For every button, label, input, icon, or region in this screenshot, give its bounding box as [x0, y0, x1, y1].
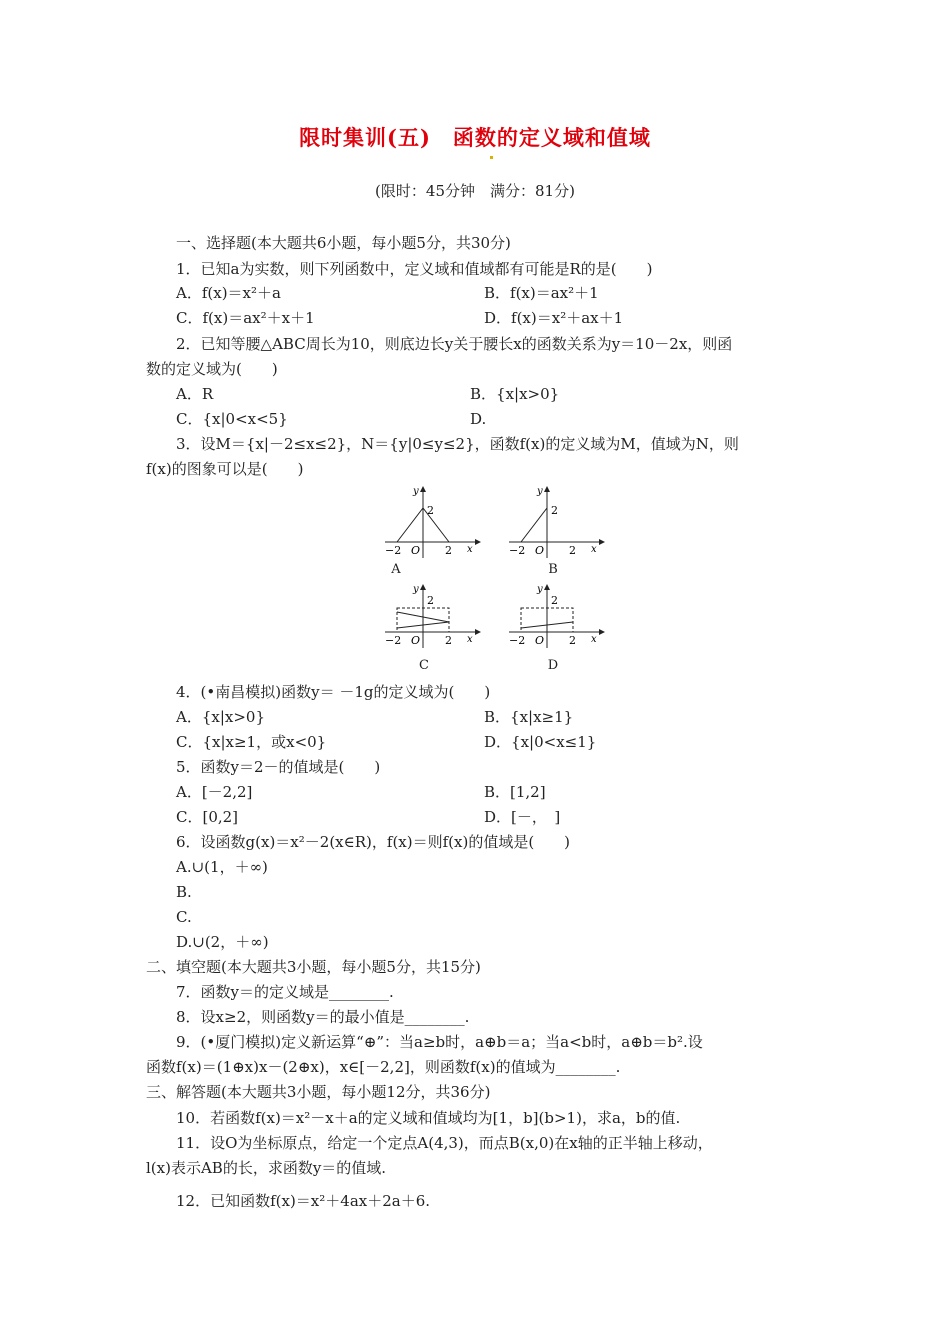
graph-option-c: [383, 582, 483, 656]
question-line: 2．已知等腰△ABC周长为10，则底边长y关于腰长x的函数关系为y＝10－2x，则函: [176, 335, 733, 353]
x-tick-pos: 2: [445, 634, 452, 647]
decorative-dot: [490, 156, 493, 159]
question-line: 9．(•厦门模拟)定义新运算“⊕”：当a≥b时，a⊕b＝a；当a<b时，a⊕b＝b².设: [176, 1033, 703, 1051]
question-line: D.∪(2，＋∞): [176, 933, 269, 951]
x-tick-neg: −2: [385, 634, 402, 647]
graph-option-a: [383, 482, 483, 566]
y-axis-label: y: [413, 486, 419, 497]
question-line: C.: [176, 908, 192, 926]
question-line: D.: [470, 410, 487, 428]
question-line: 数的定义域为( ): [146, 360, 278, 378]
question-line: 7．函数y＝的定义域是________.: [176, 983, 394, 1001]
question-line: 三、解答题(本大题共3小题，每小题12分，共36分): [146, 1083, 491, 1101]
question-line: D．[－， ]: [484, 808, 561, 826]
graph-d-svg: [507, 582, 607, 652]
x-axis-label: x: [591, 634, 597, 645]
y-tick-label: 2: [551, 504, 558, 517]
question-line: 3．设M＝{x|－2≤x≤2}，N＝{y|0≤y≤2}，函数f(x)的定义域为M，值域为N，则: [176, 435, 739, 453]
question-line: D．f(x)＝x²＋ax＋1: [484, 309, 624, 327]
question-line: f(x)的图象可以是( ): [146, 460, 304, 478]
graph-label-c: C: [419, 658, 429, 673]
question-line: C．{x|x≥1，或x<0}: [176, 733, 327, 751]
question-line: C．{x|0<x<5}: [176, 410, 288, 428]
question-line: B．f(x)＝ax²＋1: [484, 284, 599, 302]
page-title: 限时集训(五) 函数的定义域和值域: [299, 125, 651, 150]
origin-label: O: [535, 544, 545, 557]
question-line: B．{x|x≥1}: [484, 708, 574, 726]
question-line: 一、选择题(本大题共6小题，每小题5分，共30分): [176, 234, 511, 252]
origin-label: O: [411, 544, 421, 557]
origin-label: O: [411, 634, 421, 647]
question-line: 10．若函数f(x)＝x²－x＋a的定义域和值域均为[1，b](b>1)，求a，b的值.: [176, 1109, 681, 1127]
question-line: 二、填空题(本大题共3小题，每小题5分，共15分): [146, 958, 481, 976]
x-tick-pos: 2: [445, 544, 452, 557]
x-axis-label: x: [467, 634, 473, 645]
graph-c-svg: [383, 582, 483, 652]
x-tick-neg: −2: [509, 634, 526, 647]
question-line: 1．已知a为实数，则下列函数中，定义域和值域都有可能是R的是( ): [176, 260, 653, 278]
x-tick-pos: 2: [569, 544, 576, 557]
question-line: 6．设函数g(x)＝x²－2(x∈R)，f(x)＝则f(x)的值域是( ): [176, 833, 571, 851]
y-tick-label: 2: [427, 594, 434, 607]
graph-label-b: B: [548, 562, 558, 577]
x-axis-label: x: [591, 544, 597, 555]
question-line: A．R: [176, 385, 214, 403]
graph-b-svg: [507, 482, 607, 562]
y-axis-label: y: [537, 584, 543, 595]
question-line: A．{x|x>0}: [176, 708, 266, 726]
graph-label-d: D: [547, 658, 559, 673]
origin-label: O: [535, 634, 545, 647]
question-line: 11．设O为坐标原点，给定一个定点A(4,3)，而点B(x,0)在x轴的正半轴上移动，: [176, 1134, 713, 1152]
graph-a-svg: [383, 482, 483, 562]
graph-option-d: [507, 582, 607, 656]
question-line: A.∪(1，＋∞): [176, 858, 268, 876]
question-line: 4．(•南昌模拟)函数y＝ －1g的定义域为( ): [176, 683, 491, 701]
y-axis-label: y: [413, 584, 419, 595]
x-tick-pos: 2: [569, 634, 576, 647]
question-line: 函数f(x)＝(1⊕x)x－(2⊕x)，x∈[－2,2]，则函数f(x)的值域为________.: [146, 1058, 621, 1076]
question-line: A．[－2,2]: [176, 783, 253, 801]
question-line: A．f(x)＝x²＋a: [176, 284, 281, 302]
question-line: C．f(x)＝ax²＋x＋1: [176, 309, 315, 327]
time-limit-subtitle: (限时：45分钟 满分：81分): [375, 182, 575, 200]
x-axis-label: x: [467, 544, 473, 555]
y-tick-label: 2: [551, 594, 558, 607]
question-line: 12．已知函数f(x)＝x²＋4ax＋2a＋6.: [176, 1192, 431, 1210]
graph-label-a: A: [391, 562, 401, 577]
y-tick-label: 2: [427, 504, 434, 517]
question-line: B．[1,2]: [484, 783, 546, 801]
y-axis-label: y: [537, 486, 543, 497]
graph-option-b: [507, 482, 607, 566]
question-line: C．[0,2]: [176, 808, 239, 826]
question-line: 5．函数y＝2－的值域是( ): [176, 758, 381, 776]
question-line: B．{x|x>0}: [470, 385, 560, 403]
question-line: l(x)表示AB的长，求函数y＝的值域.: [146, 1159, 387, 1177]
x-tick-neg: −2: [509, 544, 526, 557]
question-line: B.: [176, 883, 192, 901]
question-line: 8．设x≥2，则函数y＝的最小值是________.: [176, 1008, 470, 1026]
question-line: D．{x|0<x≤1}: [484, 733, 597, 751]
x-tick-neg: −2: [385, 544, 402, 557]
